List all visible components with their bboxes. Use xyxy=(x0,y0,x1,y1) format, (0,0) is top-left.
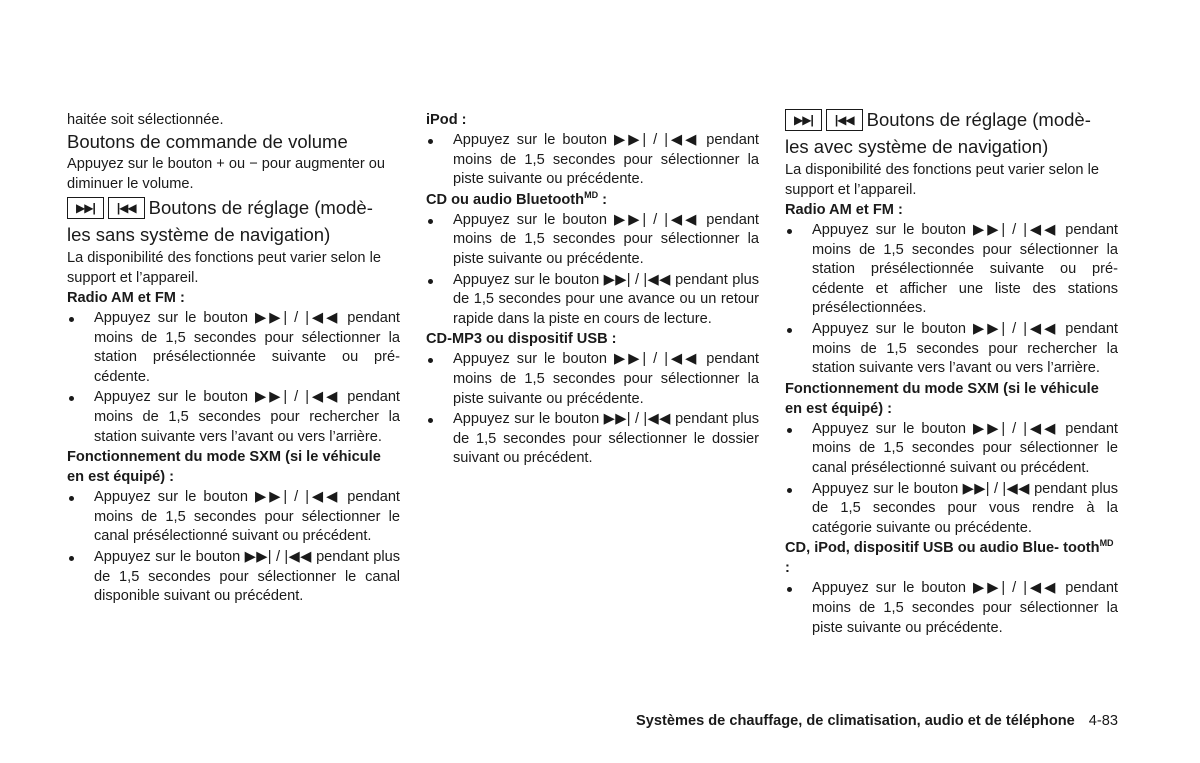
radio-list xyxy=(785,221,1118,379)
multi-heading xyxy=(785,538,1118,578)
sxm-list xyxy=(67,488,400,607)
availability-text: La disponibilité des fonctions peut varier selon le support et l’appareil. xyxy=(67,250,381,286)
tuning-heading-line2: les avec système de navigation) xyxy=(785,136,1049,157)
tuning-heading-nav xyxy=(785,106,1118,160)
cd-heading xyxy=(426,190,759,210)
list-item: Appuyez sur le bouton ▶▶| / |◀◀ pendant moins de 1,5 secondes pour sélectionner le canal présélectionné suivant ou précédent. xyxy=(67,488,400,547)
prev-track-key-icon: |◀◀ xyxy=(826,109,863,131)
radio-heading: Radio AM et FM : xyxy=(67,290,185,306)
volume-text: Appuyez sur le bouton + ou − pour augmenter ou diminuer le volume. xyxy=(67,156,386,192)
ipod-heading: iPod : xyxy=(426,112,467,128)
list-item: Appuyez sur le bouton ▶▶| / |◀◀ pendant moins de 1,5 secondes pour sélectionner la station présélectionnée suivante ou pré- cédente. xyxy=(67,309,400,387)
list-item: Appuyez sur le bouton ▶▶| / |◀◀ pendant moins de 1,5 secondes pour sélectionner la piste suivante ou précédente. xyxy=(426,350,759,409)
mp3-heading: CD-MP3 ou dispositif USB : xyxy=(426,331,617,348)
cd-list xyxy=(426,211,759,330)
list-item: Appuyez sur le bouton ▶▶| / |◀◀ pendant moins de 1,5 secondes pour rechercher la station suivante vers l’avant ou vers l’arrière. xyxy=(67,388,400,447)
next-track-key-icon: ▶▶| xyxy=(67,197,104,219)
list-item: Appuyez sur le bouton ▶▶| / |◀◀ pendant plus de 1,5 secondes pour sélectionner le dossier suivant ou précédent. xyxy=(426,410,759,469)
list-item: Appuyez sur le bouton ▶▶| / |◀◀ pendant moins de 1,5 secondes pour rechercher la station suivante vers l’avant ou vers l’arrière. xyxy=(785,320,1118,379)
column-right xyxy=(785,106,1118,638)
sxm-heading: Fonctionnement du mode SXM (si le véhicule en est équipé) : xyxy=(785,380,1099,417)
page-number: 4-83 xyxy=(1088,713,1118,729)
list-item: Appuyez sur le bouton ▶▶| / |◀◀ pendant plus de 1,5 secondes pour vous rendre à la catégorie suivante ou précédente. xyxy=(785,480,1118,539)
tuning-heading-no-nav xyxy=(67,194,400,248)
trademark-sup: MD xyxy=(584,189,599,200)
prev-track-key-icon: |◀◀ xyxy=(108,197,145,219)
volume-heading: Boutons de commande de volume xyxy=(67,131,348,152)
tuning-heading-line1: Boutons de réglage (modè- xyxy=(866,109,1091,130)
radio-heading: Radio AM et FM : xyxy=(785,202,903,218)
list-item: Appuyez sur le bouton ▶▶| / |◀◀ pendant plus de 1,5 secondes pour sélectionner le canal disponible suivant ou précédent. xyxy=(67,548,400,607)
cd-heading-text: CD ou audio Bluetooth xyxy=(426,191,585,208)
radio-list xyxy=(67,309,400,447)
chapter-title: Systèmes de chauffage, de climatisation, audio et de téléphone xyxy=(636,713,1075,729)
multi-heading-end: : xyxy=(785,560,790,577)
ipod-list xyxy=(426,131,759,190)
multi-list xyxy=(785,579,1118,638)
list-item: Appuyez sur le bouton ▶▶| / |◀◀ pendant moins de 1,5 secondes pour sélectionner la piste suivante ou précédente. xyxy=(426,211,759,270)
column-left xyxy=(67,110,400,607)
next-track-key-icon: ▶▶| xyxy=(785,109,822,131)
trademark-sup: MD xyxy=(1099,538,1114,549)
tuning-heading-line2: les sans système de navigation) xyxy=(67,224,331,245)
list-item: Appuyez sur le bouton ▶▶| / |◀◀ pendant moins de 1,5 secondes pour sélectionner la piste suivante ou précédente. xyxy=(785,579,1118,638)
multi-heading-text: CD, iPod, dispositif USB ou audio Blue- tooth xyxy=(785,540,1100,557)
intro-text: haitée soit sélectionnée. xyxy=(67,112,224,128)
list-item: Appuyez sur le bouton ▶▶| / |◀◀ pendant moins de 1,5 secondes pour sélectionner la piste suivante ou précédente. xyxy=(426,131,759,190)
sxm-heading: Fonctionnement du mode SXM (si le véhicule en est équipé) : xyxy=(67,449,381,486)
list-item: Appuyez sur le bouton ▶▶| / |◀◀ pendant plus de 1,5 secondes pour une avance ou un retour rapide dans la piste en cours de lecture. xyxy=(426,271,759,330)
list-item: Appuyez sur le bouton ▶▶| / |◀◀ pendant moins de 1,5 secondes pour sélectionner le canal présélectionné suivant ou précédent. xyxy=(785,420,1118,479)
page-footer xyxy=(560,711,1118,731)
list-item: Appuyez sur le bouton ▶▶| / |◀◀ pendant moins de 1,5 secondes pour sélectionner la station présélectionnée suivante ou pré- cédente et afficher une liste des stations présélectionnées. xyxy=(785,221,1118,319)
cd-heading-end: : xyxy=(598,191,607,208)
column-middle xyxy=(426,110,759,469)
mp3-list xyxy=(426,350,759,469)
sxm-list xyxy=(785,420,1118,539)
availability-text: La disponibilité des fonctions peut varier selon le support et l’appareil. xyxy=(785,162,1099,198)
tuning-heading-line1: Boutons de réglage (modè- xyxy=(148,197,373,218)
